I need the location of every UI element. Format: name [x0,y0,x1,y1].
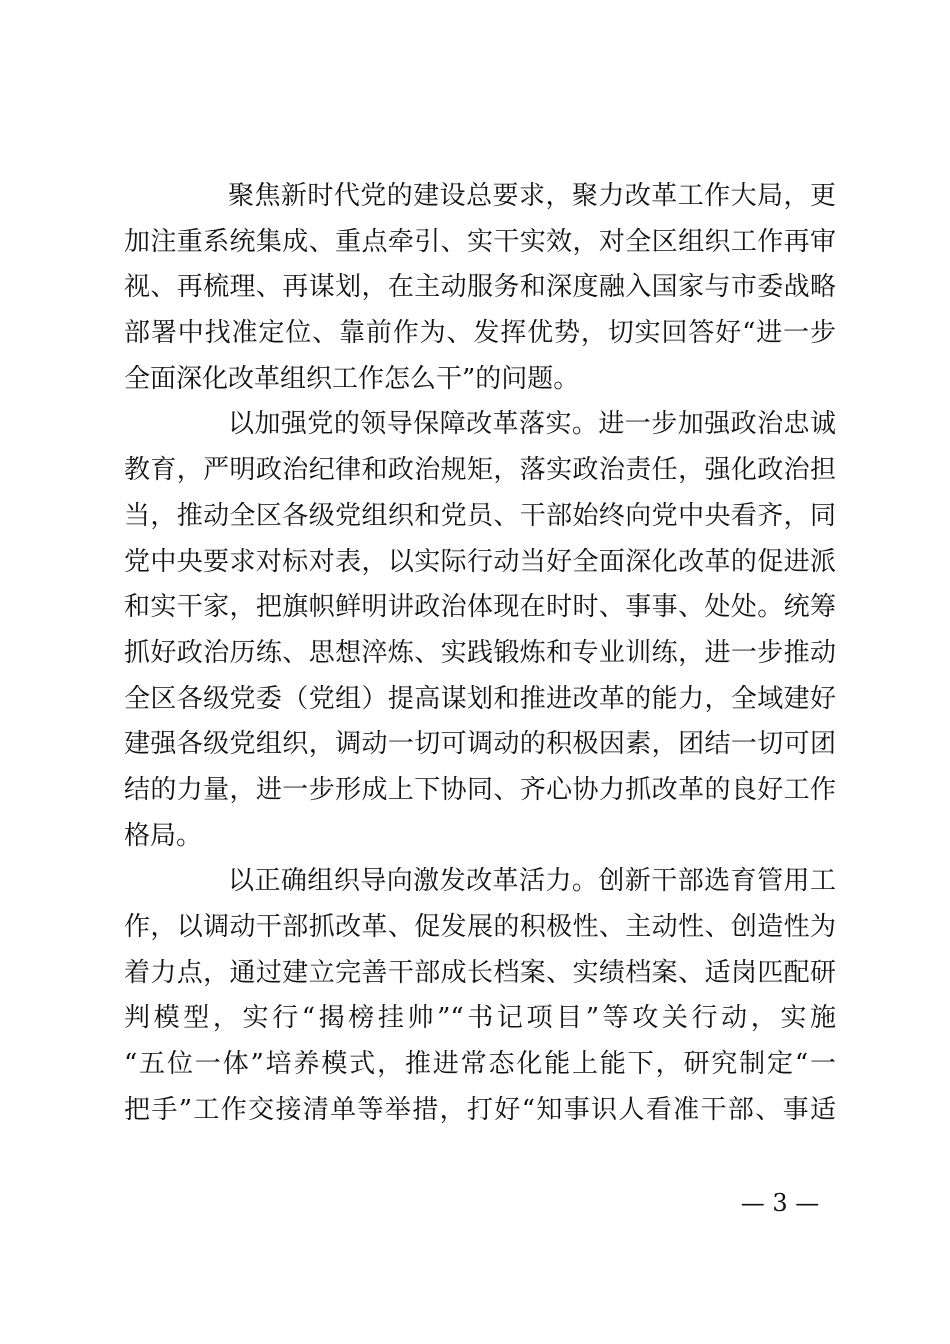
paragraph-2-line-7: 全区各级党委（党组）提高谋划和推进改革的能力，全域建好 [124,683,836,714]
paragraph-2-line-1: 以加强党的领导保障改革落实。进一步加强政治忠诚 [228,409,836,440]
paragraph-1-line-4: 部署中找准定位、靠前作为、发挥优势，切实回答好“进一步 [124,318,836,349]
paragraph-1-line-1: 聚焦新时代党的建设总要求，聚力改革工作大局，更 [228,181,836,211]
paragraph-2-line-9: 结的力量，进一步形成上下协同、齐心协力抓改革的良好工作 [124,774,836,805]
paragraph-1-line-2: 加注重系统集成、重点牵引、实干实效，对全区组织工作再审 [124,226,836,257]
document-body [124,174,836,1133]
paragraph-3-line-3: 着力点，通过建立完善干部成长档案、实绩档案、适岗匹配研 [124,957,836,988]
paragraph-3-line-4: 判模型，实行“揭榜挂帅”“书记项目”等攻关行动，实施 [124,1003,836,1034]
paragraph-1-line-3: 视、再梳理、再谋划，在主动服务和深度融入国家与市委战略 [124,272,836,303]
paragraph-2-line-2: 教育，严明政治纪律和政治规矩，落实政治责任，强化政治担 [124,455,836,486]
paragraph-3-line-5: “五位一体”培养模式，推进常态化能上能下，研究制定“一 [124,1049,836,1080]
paragraph-3-line-6: 把手”工作交接清单等举措，打好“知事识人看准干部、事适 [124,1094,836,1125]
paragraph-2-line-8: 建强各级党组织，调动一切可调动的积极因素，团结一切可团 [124,729,836,760]
paragraph-2-line-4: 党中央要求对标对表，以实际行动当好全面深化改革的促进派 [124,546,836,577]
paragraph-2-line-6: 抓好政治历练、思想淬炼、实践锻炼和专业训练，进一步推动 [124,637,836,668]
paragraph-2-line-10: 格局。 [124,820,203,851]
paragraph-2-line-5: 和实干家，把旗帜鲜明讲政治体现在时时、事事、处处。统筹 [124,592,836,623]
paragraph-3-line-1: 以正确组织导向激发改革活力。创新干部选育管用工 [228,866,836,897]
paragraph-2-line-3: 当，推动全区各级党组织和党员、干部始终向党中央看齐，同 [124,500,836,531]
page-number: — 3 — [740,1189,820,1217]
paragraph-3-line-2: 作，以调动干部抓改革、促发展的积极性、主动性、创造性为 [124,912,836,942]
paragraph-1-line-5: 全面深化改革组织工作怎么干”的问题。 [124,363,580,394]
